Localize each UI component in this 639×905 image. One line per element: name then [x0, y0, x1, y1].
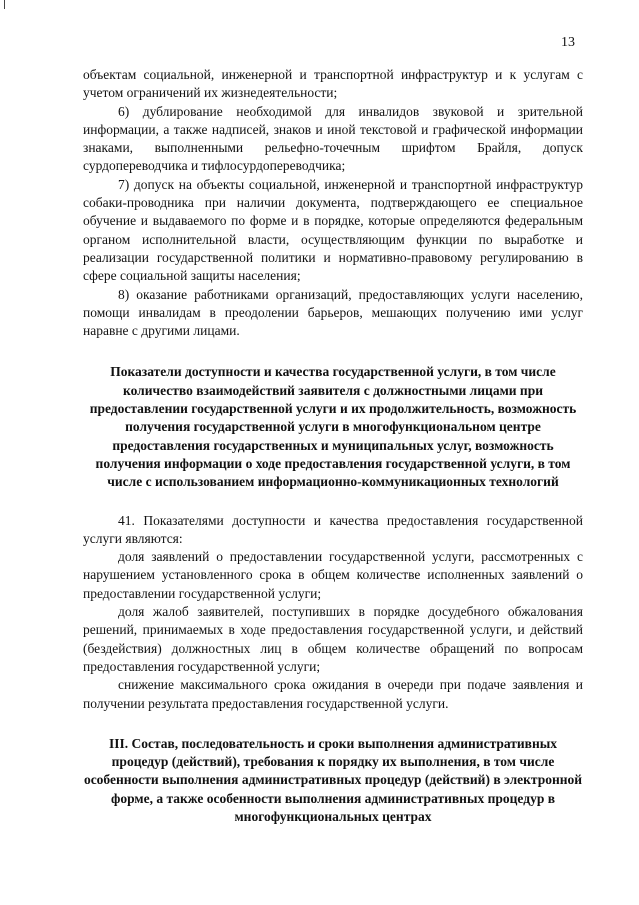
heading-section-iii: III. Состав, последовательность и сроки выполнения административных процедур (действий), требования к порядку их выполнения, в том числе особенности выполнения административных процедур (действий) в электронной форме, а также особенности выполнения административных процедур в многофункциональных центрах — [83, 735, 583, 824]
paragraph-item-6: 6) дублирование необходимой для инвалидов звуковой и зрительной информации, а также надписей, знаков и иной текстовой и графической информации знаками, выполненными рельефно-точечным шрифтом Брайля, допуск сурдопереводчика и тифлосурдопереводчика; — [83, 103, 583, 174]
paragraph-indicator-overdue: доля заявлений о предоставлении государственной услуги, рассмотренных с нарушением установленного срока в общем количестве исполненных заявлений о предоставлении государственной услуги; — [83, 549, 583, 601]
heading-accessibility-indicators: Показатели доступности и качества государственной услуги, в том числе количество взаимодействий заявителя с должностными лицами при предоставлении государственной услуги и их продолжительность, возможность получения государственной услуги в многофункциональном центре предоставления государственных и муниципальных услуг, возможность получения информации о ходе предоставления государственной услуги, в том числе с использованием информационно-коммуникационных технологий — [89, 364, 577, 490]
paragraph-item-8: 8) оказание работниками организаций, предоставляющих услуги населению, помощи инвалидам в преодолении барьеров, мешающих получению ими услуг наравне с другими лицами. — [83, 286, 583, 339]
page-body — [83, 66, 583, 826]
spacer — [83, 492, 583, 512]
paragraph-indicator-waiting-time: снижение максимального срока ожидания в очереди при подаче заявления и получении результата предоставления государственной услуги. — [83, 677, 583, 711]
page-number: 13 — [561, 35, 575, 50]
paragraph-item-7: 7) допуск на объекты социальной, инженерной и транспортной инфраструктур собаки-проводника при наличии документа, подтверждающего ее специальное обучение и выдаваемого по форме и в порядке, которые определяются федеральным органом исполнительной власти, осуществляющим функции по выработке и реализации государственной политики и нормативно-правовому регулированию в сфере социальной защиты населения; — [83, 176, 583, 284]
paragraph-41: 41. Показателями доступности и качества предоставления государственной услуги являются: — [83, 512, 583, 546]
spacer — [83, 713, 583, 735]
paragraph-continuation: объектам социальной, инженерной и транспортной инфраструктур и к услугам с учетом ограничений их жизнедеятельности; — [83, 67, 583, 101]
paragraph-indicator-complaints: доля жалоб заявителей, поступивших в порядке досудебного обжалования решений, принимаемых в ходе предоставления государственной услуги, и действий (бездействия) должностных лиц в общем количестве обращений по вопросам предоставления государственной услуги; — [83, 604, 583, 674]
scan-edge-mark — [4, 0, 5, 9]
spacer — [83, 340, 583, 363]
